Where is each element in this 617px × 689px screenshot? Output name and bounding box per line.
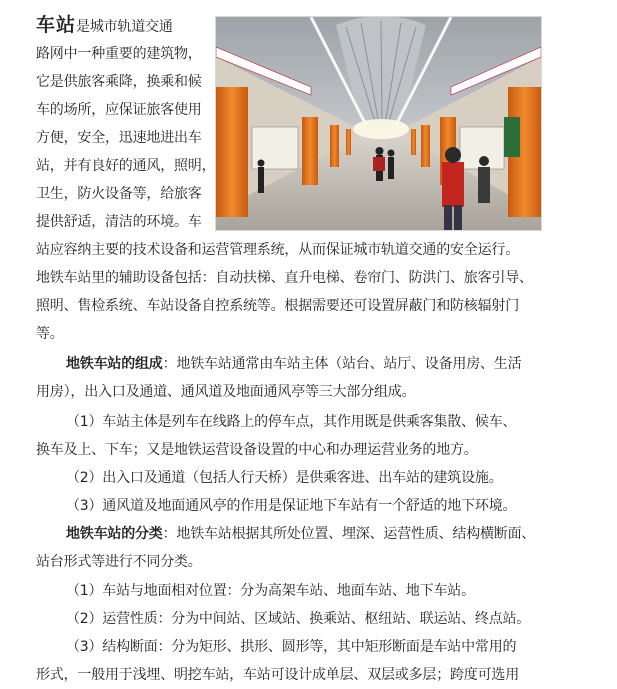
composition-item-1-cont: 换车及上、下车；又是地铁运营设备设置的中心和办理运营业务的地方。 xyxy=(36,442,478,458)
intro-line: 站应容纳主要的技术设备和运营管理系统，从而保证城市轨道交通的安全运行。 xyxy=(36,242,519,258)
composition-item-3: （3）通风道及地面通风亭的作用是保证地下车站有一个舒适的地下环境。 xyxy=(66,498,517,514)
classification-paragraph xyxy=(66,520,535,548)
classification-line: 站台形式等进行不同分类。 xyxy=(36,554,202,570)
composition-text: ：地铁车站通常由车站主体（站台、站厅、设备用房、生活 xyxy=(162,356,522,372)
intro-line: 方便，安全，迅速地进出车 xyxy=(36,130,202,146)
intro-line: 它是供旅客乘降，换乘和候 xyxy=(36,74,202,90)
composition-line: 用房），出入口及通道、通风道及地面通风亭等三大部分组成。 xyxy=(36,384,416,400)
classification-title: 地铁车站的分类 xyxy=(66,526,163,542)
classification-item-4-partial: 形式，一般用于浅埋、明挖车站，车站可设计成单层、双层或多层；跨度可选用 xyxy=(36,667,519,683)
subway-station-illustration xyxy=(216,17,541,230)
subway-station-photo xyxy=(215,16,542,231)
intro-line: 车的场所，应保证旅客使用 xyxy=(36,102,202,118)
intro-line: 提供舒适，清洁的环境。车 xyxy=(36,214,202,230)
composition-item-1: （1）车站主体是列车在线路上的停车点，其作用既是供乘客集散、候车、 xyxy=(66,414,517,430)
classification-text: ：地铁车站根据其所处位置、埋深、运营性质、结构横断面、 xyxy=(162,526,536,542)
intro-line: 照明、售检系统、车站设备自控系统等。根据需要还可设置屏蔽门和防核辐射门 xyxy=(36,298,519,314)
intro-line: 地铁车站里的辅助设备包括：自动扶梯、直升电梯、卷帘门、防洪门、旅客引导、 xyxy=(36,270,533,286)
composition-title: 地铁车站的组成 xyxy=(66,356,163,372)
classification-item-1: （1）车站与地面相对位置：分为高架车站、地面车站、地下车站。 xyxy=(66,583,475,599)
intro-first-line xyxy=(36,10,173,40)
intro-line: 卫生，防火设备等，给旅客 xyxy=(36,186,202,202)
classification-item-3: （3）结构断面：分为矩形、拱形、圆形等，其中矩形断面是车站中常用的 xyxy=(66,639,517,655)
intro-line: 等。 xyxy=(36,326,64,342)
composition-paragraph xyxy=(66,350,521,378)
intro-heading: 车站 xyxy=(36,14,77,36)
composition-item-2: （2）出入口及通道（包括人行天桥）是供乘客进、出车站的建筑设施。 xyxy=(66,470,503,486)
intro-first-line-text: 是城市轨道交通 xyxy=(76,19,173,35)
intro-line: 站，并有良好的通风，照明， xyxy=(36,158,216,174)
intro-line: 路网中一种重要的建筑物， xyxy=(36,46,202,62)
classification-item-2: （2）运营性质：分为中间站、区域站、换乘站、枢纽站、联运站、终点站。 xyxy=(66,611,531,627)
